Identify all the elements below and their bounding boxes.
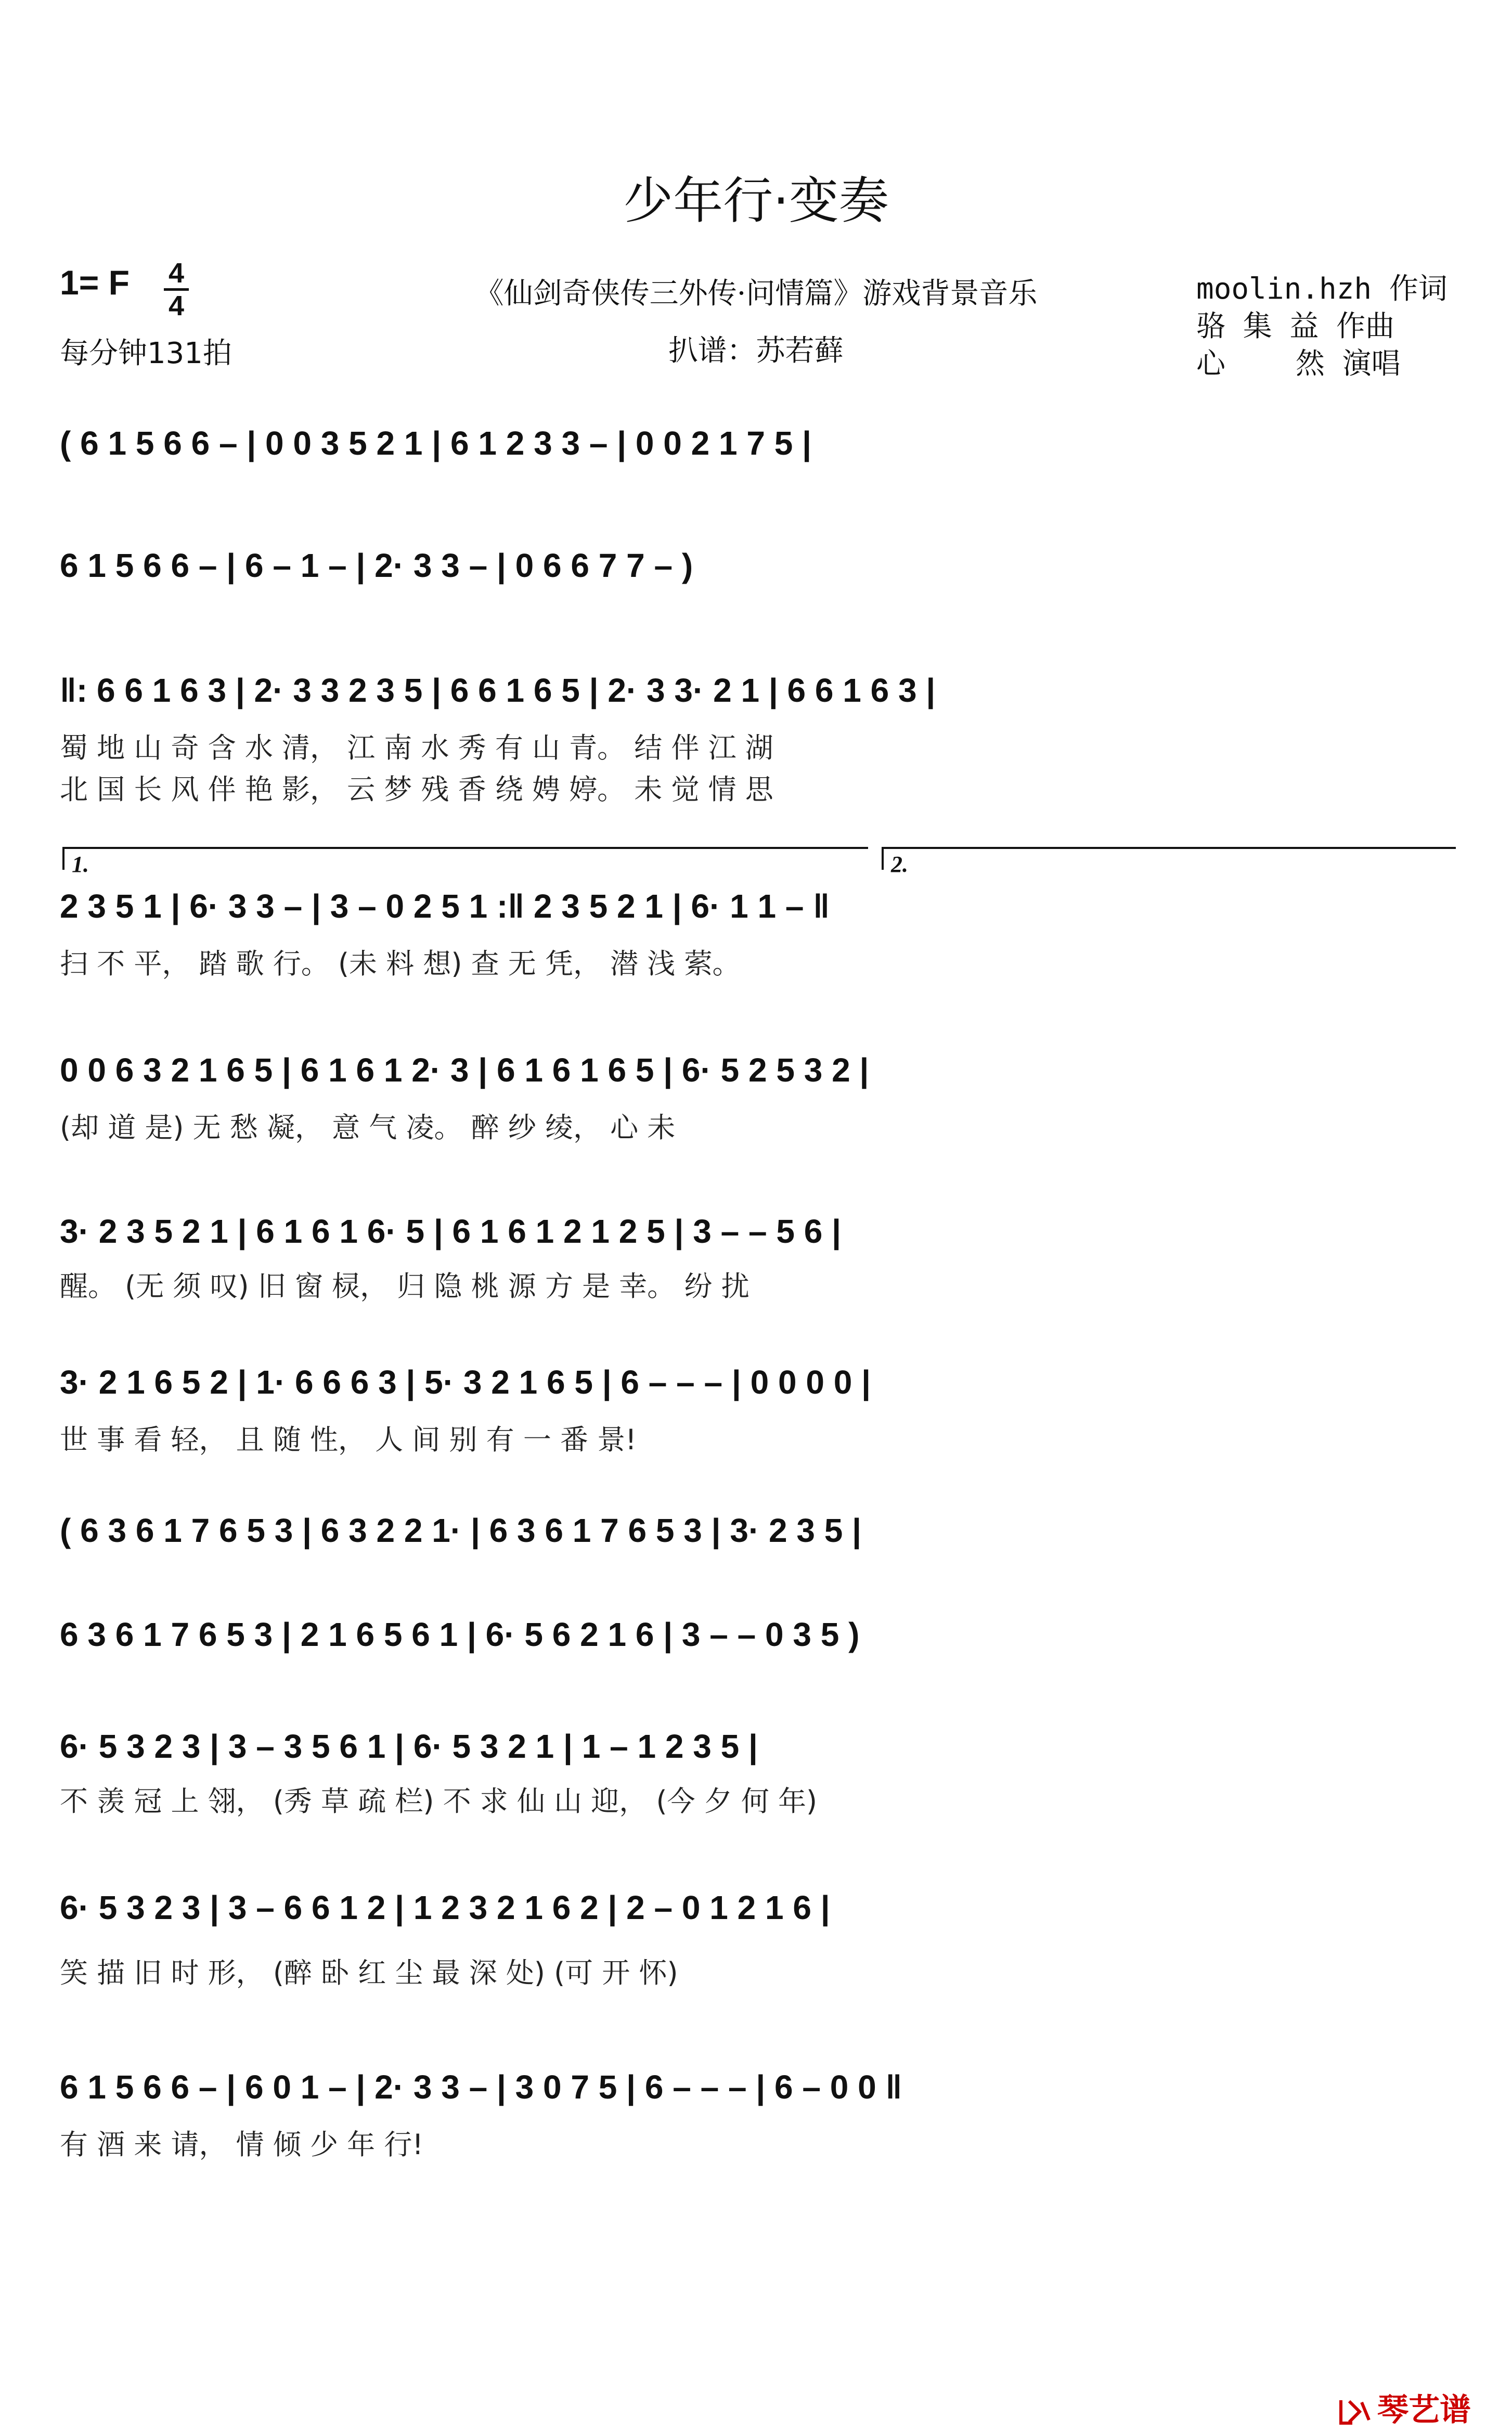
score-system-7: 3· 2 1 6 5 2 | 1· 6 6 6 3 | 5· 3 2 1 6 5 | 6 – – – | 0 0 0 0 | [60, 1363, 871, 1401]
key-signature: 1= F [60, 263, 130, 302]
score-title: 少年行·变奏 [623, 172, 889, 230]
time-signature-top: 4 [168, 258, 185, 289]
subtitle: 《仙剑奇侠传三外传·问情篇》游戏背景音乐 [474, 277, 1038, 311]
credits-block [1196, 271, 1448, 383]
score-system-2: 6 1 5 6 6 – | 6 – 1 – | 2· 3 3 – | 0 6 6 7 7 – ) [60, 547, 693, 584]
lyric-line-6: 醒。 (无 须 叹) 旧 窗 棂， 归 隐 桃 源 方 是 幸。 纷 扰 [60, 1270, 749, 1303]
lyric-line-11: 笑 描 旧 时 形， (醉 卧 红 尘 最 深 处) (可 开 怀) [60, 1956, 678, 1989]
time-signature-bottom: 4 [168, 290, 185, 321]
lyric-line-3a: 蜀 地 山 奇 含 水 清， 江 南 水 秀 有 山 青。 结 伴 江 湖 [60, 731, 773, 764]
transcriber-credit: 扒谱：苏若藓 [668, 334, 844, 368]
score-system-4: 2 3 5 1 | 6· 3 3 – | 3 – 0 2 5 1 :‖ 2 3 5 2 1 | 6· 1 1 – ‖ [60, 887, 830, 925]
lyric-line-3b: 北 国 长 风 伴 艳 影， 云 梦 残 香 绕 娉 婷。 未 觉 情 思 [60, 773, 773, 806]
lyric-line-4: 扫 不 平， 踏 歌 行。 (未 料 想) 查 无 凭， 潜 浅 萦。 [60, 947, 741, 980]
first-ending-bracket [62, 847, 868, 877]
lyric-line-12: 有 酒 来 请， 情 倾 少 年 行! [60, 2128, 423, 2161]
lyric-line-5: (却 道 是) 无 愁 凝， 意 气 凌。 醉 纱 绫， 心 未 [60, 1111, 676, 1144]
tempo-marking: 每分钟131拍 [60, 337, 232, 370]
watermark-text: 琴艺谱 [1377, 2392, 1471, 2428]
score-system-5: 0 0 6 3 2 1 6 5 | 6 1 6 1 2· 3 | 6 1 6 1 6 5 | 6· 5 2 5 3 2 | [60, 1051, 869, 1089]
score-system-6: 3· 2 3 5 2 1 | 6 1 6 1 6· 5 | 6 1 6 1 2 1 2 5 | 3 – – 5 6 | [60, 1213, 841, 1250]
score-system-1: ( 6 1 5 6 6 – | 0 0 3 5 2 1 | 6 1 2 3 3 – | 0 0 2 1 7 5 | [60, 424, 812, 462]
watermark-logo-icon [1337, 2396, 1373, 2427]
lyricist-credit: moolin.hzh 作词 [1196, 272, 1448, 306]
lyric-line-7: 世 事 看 轻， 且 随 性， 人 间 别 有 一 番 景! [60, 1423, 637, 1456]
second-ending-bracket [882, 847, 1456, 877]
site-watermark [1337, 2385, 1471, 2430]
score-system-12: 6 1 5 6 6 – | 6 0 1 – | 2· 3 3 – | 3 0 7 5 | 6 – – – | 6 – 0 0 ‖ [60, 2068, 902, 2106]
singer-credit: 心 然 演唱 [1196, 347, 1401, 381]
score-system-10: 6· 5 3 2 3 | 3 – 3 5 6 1 | 6· 5 3 2 1 | 1 – 1 2 3 5 | [60, 1728, 758, 1765]
score-system-9: 6 3 6 1 7 6 5 3 | 2 1 6 5 6 1 | 6· 5 6 2 1 6 | 3 – – 0 3 5 ) [60, 1616, 860, 1653]
score-system-3: ‖: 6 6 1 6 3 | 2· 3 3 2 3 5 | 6 6 1 6 5 | 2· 3 3· 2 1 | 6 6 1 6 3 | [60, 672, 936, 709]
second-ending-label: 2. [891, 852, 908, 877]
first-ending-label: 1. [72, 852, 89, 877]
score-system-8: ( 6 3 6 1 7 6 5 3 | 6 3 2 2 1· | 6 3 6 1 7 6 5 3 | 3· 2 3 5 | [60, 1512, 862, 1549]
composer-credit: 骆 集 益 作曲 [1196, 310, 1395, 343]
score-system-11: 6· 5 3 2 3 | 3 – 6 6 1 2 | 1 2 3 2 1 6 2 | 2 – 0 1 2 1 6 | [60, 1889, 830, 1926]
lyric-line-10: 不 羡 冠 上 翎， (秀 草 疏 栏) 不 求 仙 山 迎， (今 夕 何 年) [60, 1785, 818, 1818]
